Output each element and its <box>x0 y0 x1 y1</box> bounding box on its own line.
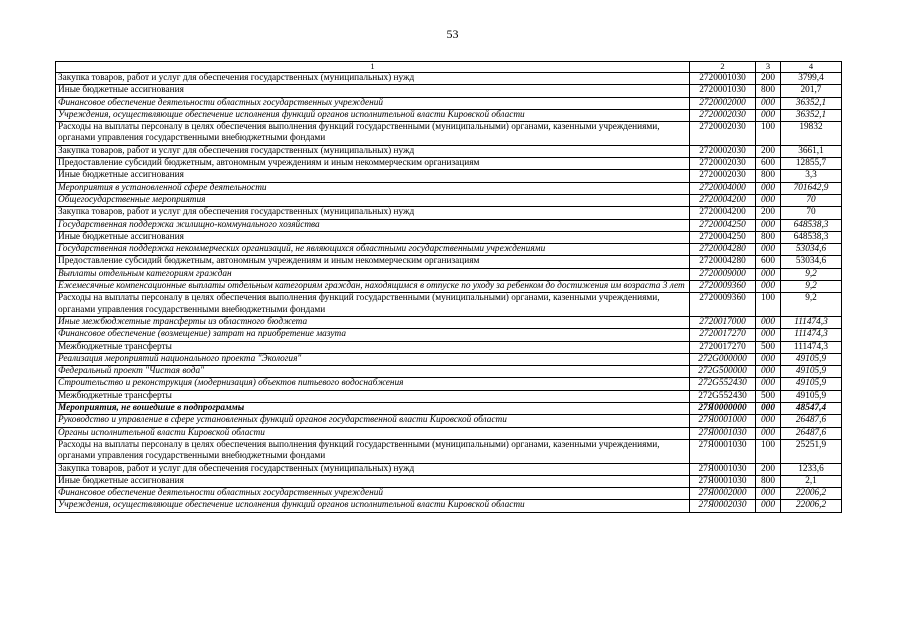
table-row <box>56 475 842 487</box>
row-code-cell: 2720001030 <box>690 85 756 97</box>
table-row <box>56 109 842 121</box>
row-amount-cell: 36352,1 <box>781 109 842 121</box>
row-code-cell: 2720002030 <box>690 145 756 157</box>
row-type-cell: 000 <box>756 281 781 293</box>
row-amount-cell: 12855,7 <box>781 158 842 170</box>
row-amount-cell: 26487,6 <box>781 415 842 427</box>
row-code-cell: 2720009360 <box>690 293 756 317</box>
row-name-cell: Финансовое обеспечение (возмещение) затрат на приобретение мазута <box>56 329 690 341</box>
row-name-cell: Государственная поддержка некоммерческих организаций, не являющихся областными государственными учреждениями <box>56 244 690 256</box>
row-type-cell: 000 <box>756 194 781 206</box>
row-amount-cell: 22006,2 <box>781 488 842 500</box>
table-row <box>56 293 842 317</box>
row-name-cell: Закупка товаров, работ и услуг для обеспечения государственных (муниципальных) нужд <box>56 463 690 475</box>
row-type-cell: 200 <box>756 463 781 475</box>
row-code-cell: 27Я0002000 <box>690 488 756 500</box>
table-row <box>56 256 842 268</box>
table-row <box>56 170 842 182</box>
row-name-cell: Расходы на выплаты персоналу в целях обеспечения выполнения функций государственными (муниципальными) органами, казенными учреждениями, органами управления государственными внебюджетными фондами <box>56 293 690 317</box>
row-name-cell: Общегосударственные мероприятия <box>56 194 690 206</box>
row-code-cell: 272G500000 <box>690 366 756 378</box>
table-header-row <box>56 62 842 73</box>
row-name-cell: Мероприятия в установленной сфере деятельности <box>56 182 690 194</box>
row-code-cell: 27Я0001030 <box>690 475 756 487</box>
row-amount-cell: 22006,2 <box>781 500 842 512</box>
row-code-cell: 2720004250 <box>690 231 756 243</box>
row-name-cell: Учреждения, осуществляющие обеспечение исполнения функций органов исполнительной власти Кировской области <box>56 109 690 121</box>
row-code-cell: 2720002030 <box>690 122 756 146</box>
row-code-cell: 2720004280 <box>690 256 756 268</box>
table-row <box>56 231 842 243</box>
row-amount-cell: 648538,3 <box>781 231 842 243</box>
row-name-cell: Расходы на выплаты персоналу в целях обеспечения выполнения функций государственными (муниципальными) органами, казенными учреждениями, органами управления государственными внебюджетными фондами <box>56 439 690 463</box>
row-amount-cell: 49105,9 <box>781 353 842 365</box>
row-name-cell: Предоставление субсидий бюджетным, автономным учреждениям и иным некоммерческим организациям <box>56 256 690 268</box>
row-code-cell: 2720001030 <box>690 73 756 85</box>
row-name-cell: Государственная поддержка жилищно-коммунального хозяйства <box>56 219 690 231</box>
row-type-cell: 000 <box>756 268 781 280</box>
table-row <box>56 378 842 390</box>
row-type-cell: 000 <box>756 500 781 512</box>
row-name-cell: Выплаты отдельным категориям граждан <box>56 268 690 280</box>
row-code-cell: 2720004250 <box>690 219 756 231</box>
table-row <box>56 145 842 157</box>
row-code-cell: 272G552430 <box>690 378 756 390</box>
row-amount-cell: 25251,9 <box>781 439 842 463</box>
row-type-cell: 000 <box>756 97 781 109</box>
table-row <box>56 463 842 475</box>
row-name-cell: Реализация мероприятий национального проекта "Экология" <box>56 353 690 365</box>
row-amount-cell: 70 <box>781 194 842 206</box>
row-type-cell: 100 <box>756 439 781 463</box>
row-type-cell: 000 <box>756 366 781 378</box>
row-name-cell: Межбюджетные трансферты <box>56 390 690 402</box>
row-code-cell: 2720002030 <box>690 109 756 121</box>
row-type-cell: 200 <box>756 73 781 85</box>
row-name-cell: Межбюджетные трансферты <box>56 341 690 353</box>
table-row <box>56 85 842 97</box>
table-row <box>56 316 842 328</box>
row-amount-cell: 111474,3 <box>781 316 842 328</box>
row-amount-cell: 3799,4 <box>781 73 842 85</box>
row-name-cell: Закупка товаров, работ и услуг для обеспечения государственных (муниципальных) нужд <box>56 145 690 157</box>
row-code-cell: 2720004280 <box>690 244 756 256</box>
row-name-cell: Закупка товаров, работ и услуг для обеспечения государственных (муниципальных) нужд <box>56 73 690 85</box>
table-row <box>56 219 842 231</box>
row-type-cell: 000 <box>756 182 781 194</box>
row-type-cell: 000 <box>756 415 781 427</box>
row-type-cell: 000 <box>756 403 781 415</box>
row-amount-cell: 1233,6 <box>781 463 842 475</box>
row-code-cell: 27Я0001000 <box>690 415 756 427</box>
table-row <box>56 281 842 293</box>
row-code-cell: 2720002030 <box>690 158 756 170</box>
table-row <box>56 329 842 341</box>
row-name-cell: Предоставление субсидий бюджетным, автономным учреждениям и иным некоммерческим организациям <box>56 158 690 170</box>
row-name-cell: Расходы на выплаты персоналу в целях обеспечения выполнения функций государственными (муниципальными) органами, казенными учреждениями, органами управления государственными внебюджетными фондами <box>56 122 690 146</box>
row-code-cell: 2720017000 <box>690 316 756 328</box>
row-amount-cell: 201,7 <box>781 85 842 97</box>
table-row <box>56 244 842 256</box>
table-row <box>56 341 842 353</box>
budget-table <box>55 61 842 513</box>
table-body <box>56 73 842 513</box>
row-name-cell: Федеральный проект "Чистая вода" <box>56 366 690 378</box>
table-row <box>56 73 842 85</box>
row-amount-cell: 9,2 <box>781 293 842 317</box>
row-code-cell: 27Я0001030 <box>690 427 756 439</box>
table-row <box>56 500 842 512</box>
table-row <box>56 427 842 439</box>
table-row <box>56 353 842 365</box>
row-name-cell: Ежемесячные компенсационные выплаты отдельным категориям граждан, находящимся в отпуске по уходу за ребенком до достижения им возраста 3 лет <box>56 281 690 293</box>
table-row <box>56 268 842 280</box>
header-col-name: 1 <box>56 62 690 73</box>
row-name-cell: Иные межбюджетные трансферты из областного бюджета <box>56 316 690 328</box>
row-code-cell: 27Я0001030 <box>690 439 756 463</box>
row-type-cell: 000 <box>756 378 781 390</box>
row-amount-cell: 53034,6 <box>781 256 842 268</box>
row-type-cell: 800 <box>756 170 781 182</box>
row-code-cell: 27Я0002030 <box>690 500 756 512</box>
row-amount-cell: 48547,4 <box>781 403 842 415</box>
table-row <box>56 97 842 109</box>
header-col-type: 3 <box>756 62 781 73</box>
row-code-cell: 2720004200 <box>690 194 756 206</box>
row-type-cell: 500 <box>756 341 781 353</box>
row-name-cell: Финансовое обеспечение деятельности областных государственных учреждений <box>56 97 690 109</box>
row-type-cell: 800 <box>756 475 781 487</box>
row-name-cell: Мероприятия, не вошедшие в подпрограммы <box>56 403 690 415</box>
table-row <box>56 182 842 194</box>
row-type-cell: 000 <box>756 353 781 365</box>
row-code-cell: 2720017270 <box>690 329 756 341</box>
row-name-cell: Руководство и управление в сфере установленных функций органов государственной власти Кировской области <box>56 415 690 427</box>
row-amount-cell: 3,3 <box>781 170 842 182</box>
row-name-cell: Строительство и реконструкция (модернизация) объектов питьевого водоснабжения <box>56 378 690 390</box>
row-type-cell: 200 <box>756 207 781 219</box>
row-amount-cell: 26487,6 <box>781 427 842 439</box>
row-amount-cell: 2,1 <box>781 475 842 487</box>
header-col-amount: 4 <box>781 62 842 73</box>
row-amount-cell: 36352,1 <box>781 97 842 109</box>
row-amount-cell: 9,2 <box>781 281 842 293</box>
row-amount-cell: 70 <box>781 207 842 219</box>
row-name-cell: Органы исполнительной власти Кировской области <box>56 427 690 439</box>
row-type-cell: 500 <box>756 390 781 402</box>
table-row <box>56 403 842 415</box>
row-amount-cell: 49105,9 <box>781 366 842 378</box>
row-type-cell: 200 <box>756 145 781 157</box>
row-code-cell: 27Я0001030 <box>690 463 756 475</box>
table-row <box>56 439 842 463</box>
row-code-cell: 2720017270 <box>690 341 756 353</box>
table-row <box>56 158 842 170</box>
row-type-cell: 100 <box>756 293 781 317</box>
row-type-cell: 000 <box>756 219 781 231</box>
row-name-cell: Иные бюджетные ассигнования <box>56 85 690 97</box>
row-code-cell: 2720002000 <box>690 97 756 109</box>
row-code-cell: 272G552430 <box>690 390 756 402</box>
row-amount-cell: 49105,9 <box>781 390 842 402</box>
row-type-cell: 000 <box>756 488 781 500</box>
header-col-code: 2 <box>690 62 756 73</box>
table-row <box>56 122 842 146</box>
row-code-cell: 2720009360 <box>690 281 756 293</box>
row-type-cell: 000 <box>756 329 781 341</box>
row-code-cell: 2720002030 <box>690 170 756 182</box>
row-name-cell: Иные бюджетные ассигнования <box>56 231 690 243</box>
table-row <box>56 390 842 402</box>
row-type-cell: 000 <box>756 109 781 121</box>
row-amount-cell: 648538,3 <box>781 219 842 231</box>
table-row <box>56 207 842 219</box>
row-amount-cell: 3661,1 <box>781 145 842 157</box>
row-type-cell: 000 <box>756 427 781 439</box>
row-name-cell: Иные бюджетные ассигнования <box>56 475 690 487</box>
row-amount-cell: 701642,9 <box>781 182 842 194</box>
row-name-cell: Закупка товаров, работ и услуг для обеспечения государственных (муниципальных) нужд <box>56 207 690 219</box>
row-code-cell: 2720004000 <box>690 182 756 194</box>
row-name-cell: Учреждения, осуществляющие обеспечение исполнения функций органов исполнительной власти Кировской области <box>56 500 690 512</box>
row-type-cell: 000 <box>756 316 781 328</box>
row-amount-cell: 9,2 <box>781 268 842 280</box>
row-code-cell: 27Я0000000 <box>690 403 756 415</box>
page-number: 53 <box>446 27 459 41</box>
row-type-cell: 100 <box>756 122 781 146</box>
row-type-cell: 000 <box>756 244 781 256</box>
row-code-cell: 2720009000 <box>690 268 756 280</box>
table-row <box>56 194 842 206</box>
row-type-cell: 800 <box>756 85 781 97</box>
row-code-cell: 2720004200 <box>690 207 756 219</box>
table-row <box>56 488 842 500</box>
row-amount-cell: 111474,3 <box>781 341 842 353</box>
row-type-cell: 600 <box>756 256 781 268</box>
row-name-cell: Иные бюджетные ассигнования <box>56 170 690 182</box>
row-code-cell: 272G000000 <box>690 353 756 365</box>
table-row <box>56 415 842 427</box>
row-type-cell: 600 <box>756 158 781 170</box>
row-amount-cell: 53034,6 <box>781 244 842 256</box>
row-name-cell: Финансовое обеспечение деятельности областных государственных учреждений <box>56 488 690 500</box>
table-row <box>56 366 842 378</box>
row-amount-cell: 49105,9 <box>781 378 842 390</box>
row-amount-cell: 19832 <box>781 122 842 146</box>
row-type-cell: 800 <box>756 231 781 243</box>
row-amount-cell: 111474,3 <box>781 329 842 341</box>
